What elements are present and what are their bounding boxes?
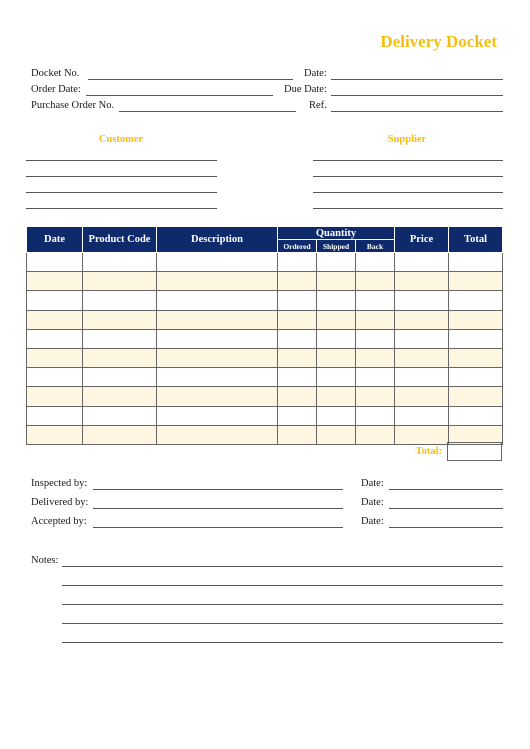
supplier-line-3[interactable] — [313, 192, 503, 193]
table-cell[interactable] — [395, 272, 449, 291]
supplier-heading: Supplier — [387, 134, 427, 145]
table-cell[interactable] — [83, 425, 157, 444]
col-quantity: Quantity — [278, 227, 395, 240]
table-cell[interactable] — [83, 329, 157, 348]
table-cell[interactable] — [278, 329, 317, 348]
table-row — [27, 291, 503, 310]
table-cell[interactable] — [157, 291, 278, 310]
purchase-order-no-label: Purchase Order No. — [31, 100, 115, 111]
table-cell[interactable] — [356, 368, 395, 387]
table-cell[interactable] — [157, 329, 278, 348]
date-field[interactable] — [331, 79, 503, 80]
due-date-field[interactable] — [331, 95, 503, 96]
table-cell[interactable] — [278, 348, 317, 367]
docket-no-field[interactable] — [88, 79, 293, 80]
table-row — [27, 425, 503, 444]
notes-label: Notes: — [31, 555, 59, 566]
table-cell[interactable] — [317, 310, 356, 329]
table-cell[interactable] — [356, 406, 395, 425]
table-cell[interactable] — [278, 406, 317, 425]
table-cell[interactable] — [356, 253, 395, 272]
table-cell[interactable] — [278, 387, 317, 406]
delivered-date-field[interactable] — [389, 508, 503, 509]
table-cell[interactable] — [157, 253, 278, 272]
due-date-label: Due Date: — [284, 84, 327, 95]
table-cell[interactable] — [278, 253, 317, 272]
table-cell[interactable] — [356, 387, 395, 406]
delivered-date-label: Date: — [361, 497, 384, 508]
table-cell[interactable] — [157, 272, 278, 291]
customer-line-2[interactable] — [26, 176, 217, 177]
table-cell[interactable] — [449, 368, 503, 387]
col-shipped: Shipped — [317, 240, 356, 253]
table-cell[interactable] — [27, 425, 83, 444]
table-row — [27, 329, 503, 348]
col-total: Total — [449, 227, 503, 253]
table-cell[interactable] — [317, 272, 356, 291]
table-row — [27, 253, 503, 272]
delivered-by-label: Delivered by: — [31, 497, 89, 508]
accepted-by-field[interactable] — [93, 527, 343, 528]
col-back: Back — [356, 240, 395, 253]
accepted-by-label: Accepted by: — [31, 516, 87, 527]
purchase-order-no-field[interactable] — [119, 111, 296, 112]
table-cell[interactable] — [356, 425, 395, 444]
table-row — [27, 406, 503, 425]
inspected-by-field[interactable] — [93, 489, 343, 490]
table-cell[interactable] — [27, 348, 83, 367]
table-cell[interactable] — [27, 329, 83, 348]
table-cell[interactable] — [449, 348, 503, 367]
table-cell[interactable] — [317, 291, 356, 310]
col-ordered: Ordered — [278, 240, 317, 253]
table-row — [27, 368, 503, 387]
order-date-field[interactable] — [86, 95, 273, 96]
table-cell[interactable] — [356, 291, 395, 310]
table-cell[interactable] — [83, 291, 157, 310]
col-price: Price — [395, 227, 449, 253]
table-row — [27, 387, 503, 406]
docket-no-label: Docket No. — [31, 68, 80, 79]
table-cell[interactable] — [83, 406, 157, 425]
table-cell[interactable] — [27, 291, 83, 310]
delivered-by-field[interactable] — [93, 508, 343, 509]
table-cell[interactable] — [395, 329, 449, 348]
table-cell[interactable] — [395, 253, 449, 272]
table-cell[interactable] — [449, 329, 503, 348]
customer-line-1[interactable] — [26, 160, 217, 161]
table-cell[interactable] — [449, 253, 503, 272]
table-cell[interactable] — [395, 348, 449, 367]
table-cell[interactable] — [27, 387, 83, 406]
table-cell[interactable] — [278, 310, 317, 329]
table-cell[interactable] — [157, 425, 278, 444]
customer-line-4[interactable] — [26, 208, 217, 209]
table-cell[interactable] — [83, 348, 157, 367]
table-cell[interactable] — [317, 387, 356, 406]
table-cell[interactable] — [278, 425, 317, 444]
table-cell[interactable] — [395, 310, 449, 329]
supplier-line-1[interactable] — [313, 160, 503, 161]
ref-field[interactable] — [331, 111, 503, 112]
table-cell[interactable] — [83, 253, 157, 272]
table-cell[interactable] — [395, 406, 449, 425]
table-cell[interactable] — [27, 368, 83, 387]
table-cell[interactable] — [356, 272, 395, 291]
table-cell[interactable] — [317, 329, 356, 348]
supplier-line-2[interactable] — [313, 176, 503, 177]
notes-line-1[interactable] — [62, 566, 503, 567]
table-cell[interactable] — [395, 368, 449, 387]
inspected-by-label: Inspected by: — [31, 478, 88, 489]
table-cell[interactable] — [157, 387, 278, 406]
col-product-code: Product Code — [83, 227, 157, 253]
table-cell[interactable] — [449, 272, 503, 291]
items-table — [26, 226, 503, 445]
notes-line-4[interactable] — [62, 623, 503, 624]
table-cell[interactable] — [356, 310, 395, 329]
total-label: Total: — [415, 446, 442, 457]
table-cell[interactable] — [27, 253, 83, 272]
table-cell[interactable] — [395, 291, 449, 310]
col-description: Description — [157, 227, 278, 253]
notes-line-2[interactable] — [62, 585, 503, 586]
page-title: Delivery Docket — [380, 32, 497, 51]
table-cell[interactable] — [449, 387, 503, 406]
accepted-date-field[interactable] — [389, 527, 503, 528]
table-cell[interactable] — [278, 368, 317, 387]
table-cell[interactable] — [449, 406, 503, 425]
table-cell[interactable] — [157, 406, 278, 425]
table-cell[interactable] — [157, 348, 278, 367]
total-field[interactable] — [447, 442, 502, 461]
table-row — [27, 310, 503, 329]
table-cell[interactable] — [157, 310, 278, 329]
table-cell[interactable] — [449, 310, 503, 329]
table-row — [27, 272, 503, 291]
table-cell[interactable] — [317, 406, 356, 425]
customer-heading: Customer — [98, 134, 144, 145]
table-cell[interactable] — [317, 348, 356, 367]
table-cell[interactable] — [157, 368, 278, 387]
order-date-label: Order Date: — [31, 84, 81, 95]
date-label: Date: — [304, 68, 327, 79]
table-cell[interactable] — [83, 310, 157, 329]
inspected-date-label: Date: — [361, 478, 384, 489]
supplier-line-4[interactable] — [313, 208, 503, 209]
notes-line-5[interactable] — [62, 642, 503, 643]
table-cell[interactable] — [317, 368, 356, 387]
table-cell[interactable] — [317, 253, 356, 272]
table-cell[interactable] — [27, 406, 83, 425]
table-cell[interactable] — [395, 387, 449, 406]
notes-line-3[interactable] — [62, 604, 503, 605]
table-cell[interactable] — [356, 329, 395, 348]
table-cell[interactable] — [83, 387, 157, 406]
table-cell[interactable] — [317, 425, 356, 444]
table-cell[interactable] — [278, 291, 317, 310]
table-cell[interactable] — [27, 310, 83, 329]
inspected-date-field[interactable] — [389, 489, 503, 490]
table-cell[interactable] — [83, 368, 157, 387]
table-cell[interactable] — [449, 291, 503, 310]
ref-label: Ref. — [309, 100, 327, 111]
table-cell[interactable] — [27, 272, 83, 291]
table-cell[interactable] — [356, 348, 395, 367]
table-cell[interactable] — [395, 425, 449, 444]
table-row — [27, 348, 503, 367]
accepted-date-label: Date: — [361, 516, 384, 527]
table-cell[interactable] — [278, 272, 317, 291]
table-cell[interactable] — [83, 272, 157, 291]
col-date: Date — [27, 227, 83, 253]
customer-line-3[interactable] — [26, 192, 217, 193]
